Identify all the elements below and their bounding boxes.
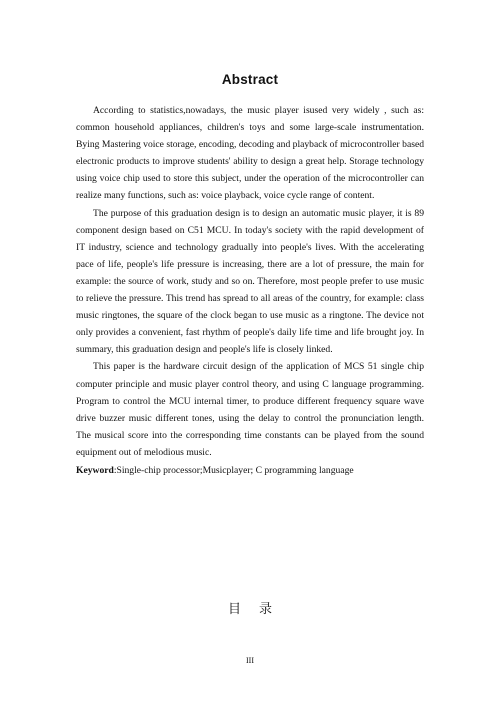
abstract-paragraph-1: According to statistics,nowadays, the music player isused very widely , such as: common household appliances, children's toys and some large-scale instrumentation. Bying Mastering voice storage, encoding, decoding and playback of microcontroller based electronic products to improve students' ability to design a great help. Storage technology using voice chip used to store this subject, under the operation of the microcontroller can realize many functions, such as: voice playback, voice cycle range of content. bbox=[76, 105, 424, 202]
keywords-text: :Single-chip processor;Musicplayer; C programming language bbox=[113, 464, 354, 476]
abstract-paragraph-2: The purpose of this graduation design is to design an automatic music player, it is 89 component design based on C51 MCU. In today's society with the rapid development of IT industry, science and technology gradually into people's lives. With the accelerating pace of life, people's life pressure is increasing, there are a lot of pressure, the main for example: the source of work, study and so on. Therefore, most people prefer to use music to relieve the pressure. This trend has spread to all areas of the country, for example: class music ringtones, the square of the clock began to use music as a ringtone. The device not only provides a convenient, fast rhythm of people's daily life time and life brought joy. In summary, this graduation design and people's life is closely linked. bbox=[76, 207, 424, 356]
keywords-line bbox=[76, 462, 424, 479]
abstract-paragraph-3: This paper is the hardware circuit design of the application of MCS 51 single chip computer principle and music player control theory, and using C language programming. Program to control the MCU internal timer, to produce different frequency square wave drive buzzer music different tones, using the delay to control the pronunciation length. The musical score into the corresponding time constants can be played from the sound equipment out of melodious music. bbox=[76, 361, 424, 458]
page-number: III bbox=[246, 656, 254, 665]
abstract-body bbox=[76, 102, 424, 479]
keywords-label: Keyword bbox=[76, 464, 114, 476]
toc-heading: 目录 bbox=[227, 602, 290, 617]
abstract-heading: Abstract bbox=[221, 72, 279, 87]
